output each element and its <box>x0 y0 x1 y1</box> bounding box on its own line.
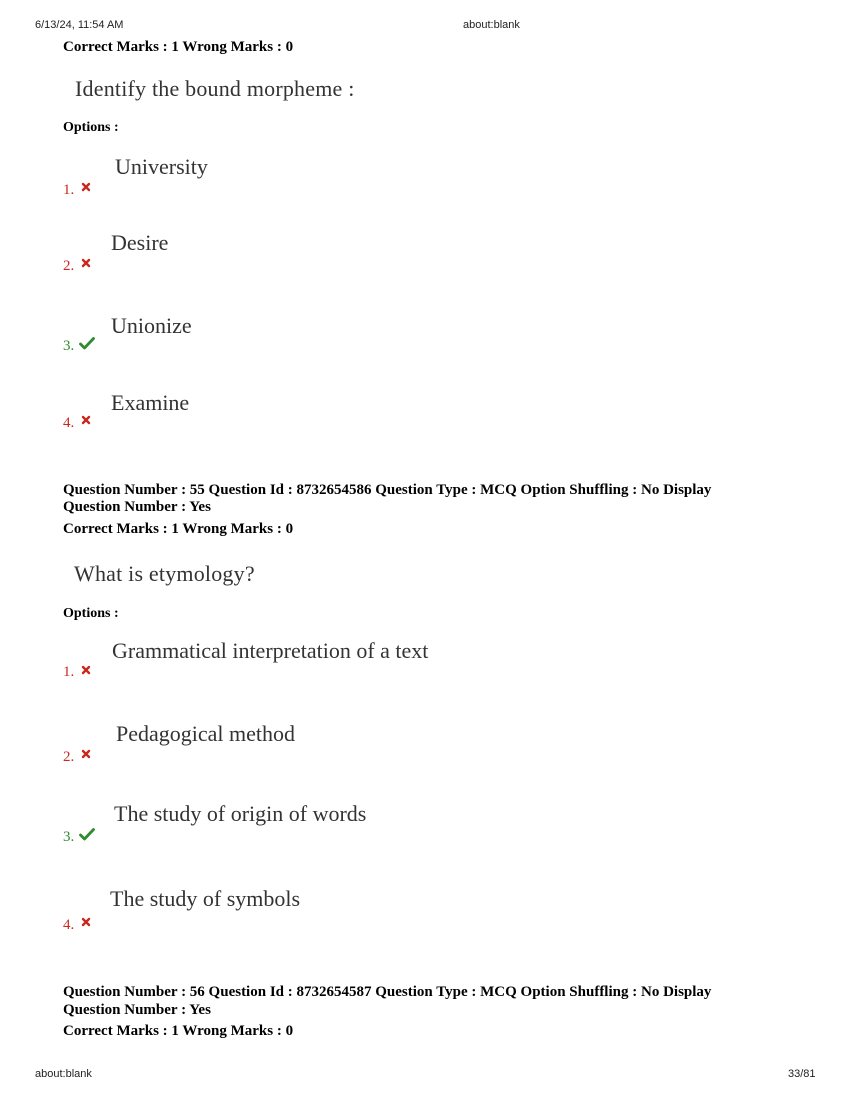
option-number: 2. <box>63 749 75 765</box>
option-text: Pedagogical method <box>116 721 296 746</box>
question-meta: Question Number : 56 Question Id : 8732654587 Question Type : MCQ Option Shuffling : No Display <box>63 984 712 1000</box>
question-text: What is etymology? <box>74 561 255 586</box>
option-number: 3. <box>63 338 75 354</box>
cross-icon <box>81 665 91 675</box>
option-number: 4. <box>63 917 75 933</box>
question-meta-2: Question Number : Yes <box>63 1002 211 1018</box>
cross-icon <box>81 415 91 425</box>
page-number: 33/81 <box>788 1068 816 1080</box>
cross-icon <box>81 749 91 759</box>
option-text: The study of symbols <box>110 886 301 911</box>
marks-line: Correct Marks : 1 Wrong Marks : 0 <box>63 1023 294 1039</box>
option-text: Examine <box>111 390 190 415</box>
option-text: Grammatical interpretation of a text <box>112 638 429 663</box>
question-meta: Question Number : 55 Question Id : 8732654586 Question Type : MCQ Option Shuffling : No Display <box>63 482 712 498</box>
cross-icon <box>81 182 91 192</box>
marks-line: Correct Marks : 1 Wrong Marks : 0 <box>63 39 294 55</box>
options-label: Options : <box>63 120 119 135</box>
option-text: The study of origin of words <box>114 801 367 826</box>
question-meta-2: Question Number : Yes <box>63 499 211 515</box>
print-title: about:blank <box>463 19 520 31</box>
option-number: 2. <box>63 258 75 274</box>
option-text: University <box>115 154 208 179</box>
options-label: Options : <box>63 606 119 621</box>
check-icon <box>79 828 95 841</box>
cross-icon <box>81 917 91 927</box>
option-number: 1. <box>63 664 75 680</box>
print-datetime: 6/13/24, 11:54 AM <box>35 19 124 31</box>
option-number: 4. <box>63 415 75 431</box>
option-text: Desire <box>111 230 169 255</box>
option-number: 1. <box>63 182 75 198</box>
check-icon <box>79 337 95 350</box>
question-text: Identify the bound morpheme : <box>75 76 355 101</box>
option-number: 3. <box>63 829 75 845</box>
cross-icon <box>81 258 91 268</box>
option-text: Unionize <box>111 313 192 338</box>
print-footer-url: about:blank <box>35 1068 92 1080</box>
marks-line: Correct Marks : 1 Wrong Marks : 0 <box>63 521 294 537</box>
